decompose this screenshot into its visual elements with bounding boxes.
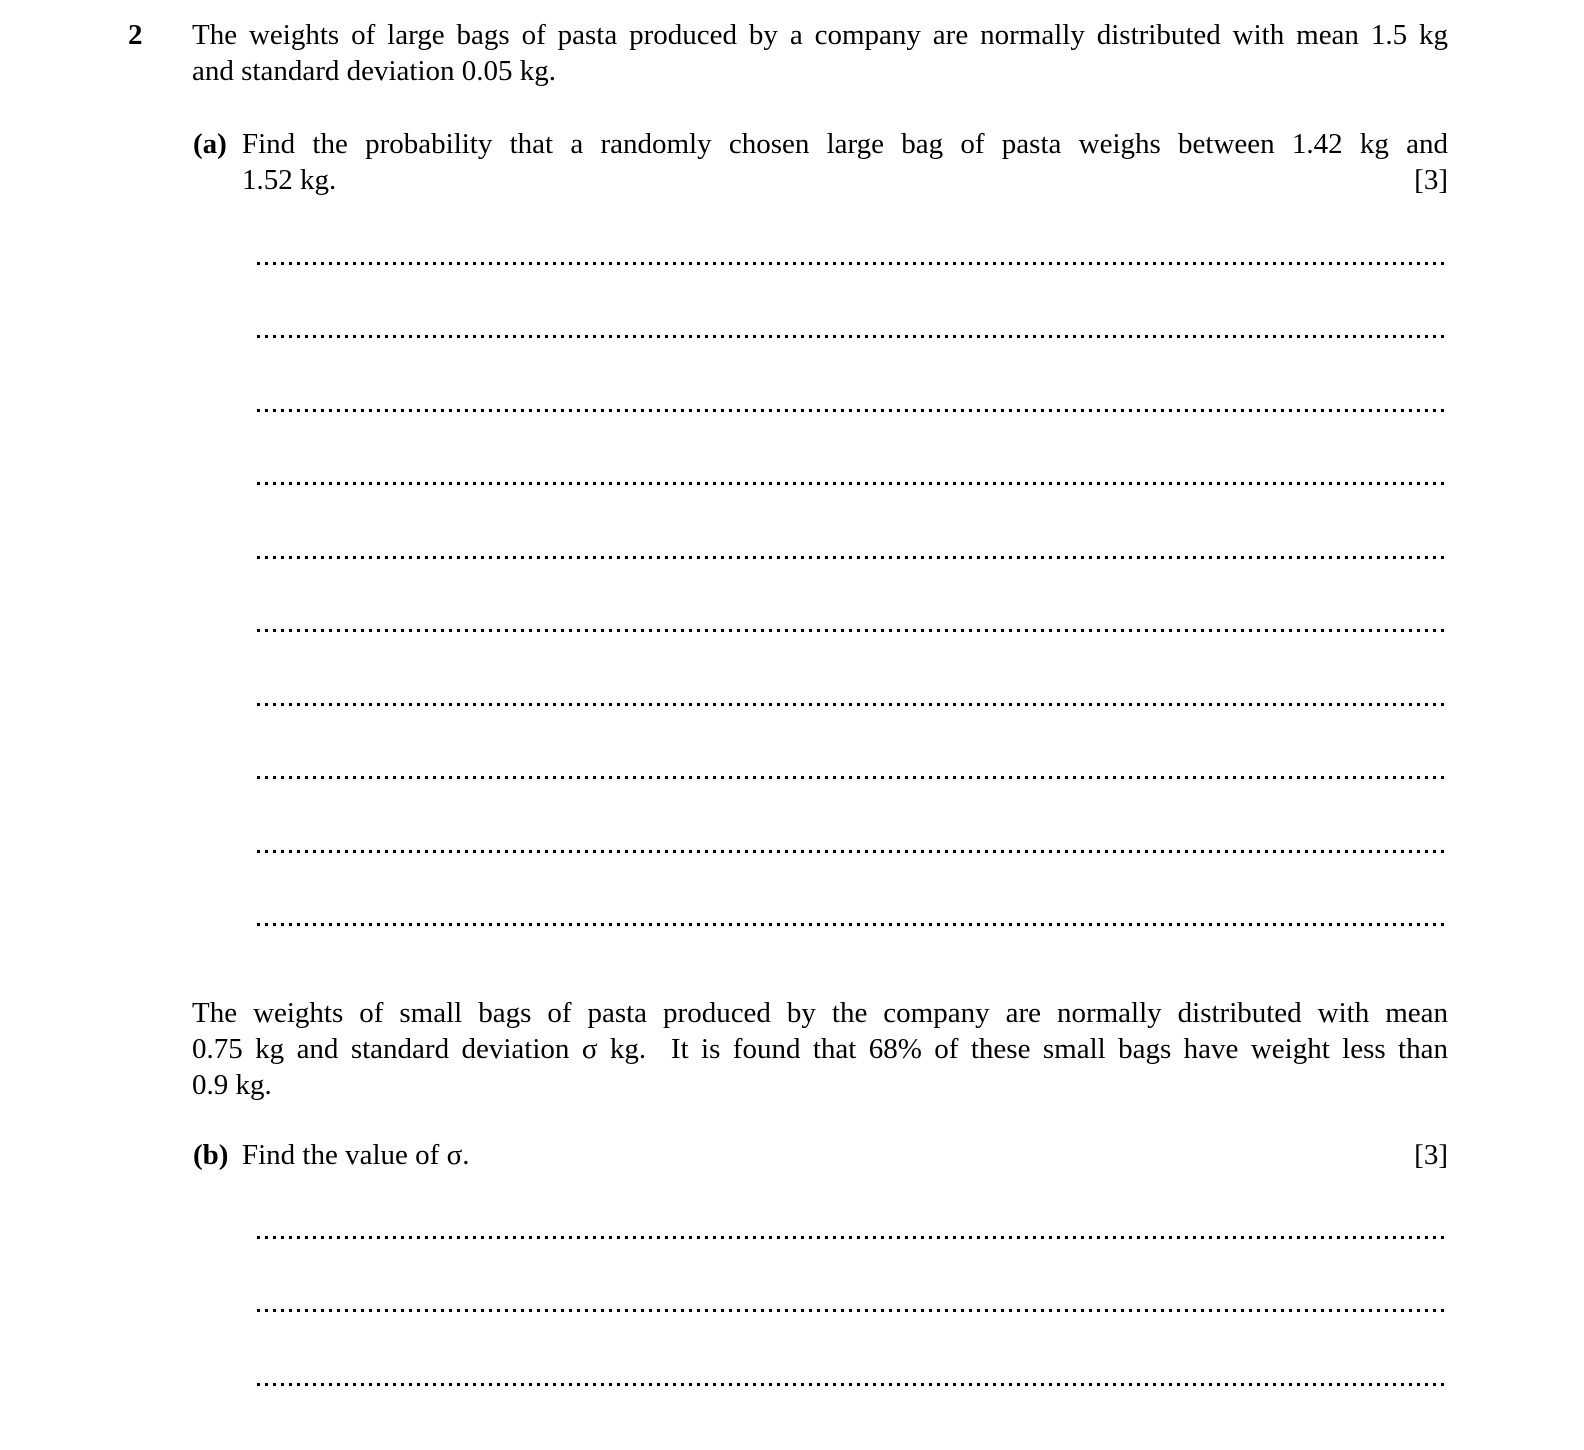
dotted-rule xyxy=(257,923,1447,926)
question-block xyxy=(128,17,1448,89)
part-a-line-2-text: 1.52 kg. xyxy=(242,164,337,196)
answer-dotted-line xyxy=(257,485,1447,559)
answer-dotted-line xyxy=(257,412,1447,486)
part-b-line xyxy=(242,1137,1448,1173)
dotted-rule xyxy=(257,1383,1447,1386)
dotted-rule xyxy=(257,482,1447,485)
question-number: 2 xyxy=(128,19,143,51)
dotted-rule xyxy=(257,776,1447,779)
answer-dotted-line xyxy=(257,632,1447,706)
part-a-line-1: Find the probability that a randomly chosen large bag of pasta weighs between 1.42 kg and xyxy=(242,128,1448,160)
dotted-rule xyxy=(257,556,1447,559)
intro-line-1: The weights of large bags of pasta produced by a company are normally distributed with mean 1.5 kg xyxy=(192,19,1448,51)
answer-dotted-line xyxy=(257,1165,1447,1239)
part-a-marks: [3] xyxy=(1414,164,1448,196)
dotted-rule xyxy=(257,629,1447,632)
answer-dotted-line xyxy=(257,191,1447,265)
answer-dotted-line xyxy=(257,1312,1447,1386)
dotted-rule xyxy=(257,850,1447,853)
answer-dotted-line xyxy=(257,265,1447,339)
part-b-text: Find the value of σ. xyxy=(242,1139,470,1171)
answer-dotted-line xyxy=(257,853,1447,927)
intro-line-2: and standard deviation 0.05 kg. xyxy=(192,55,557,87)
middle-line-3: 0.9 kg. xyxy=(192,1069,272,1101)
question-intro-paragraph xyxy=(192,17,1448,89)
part-b-answer-lines xyxy=(257,1165,1447,1386)
answer-dotted-line xyxy=(257,338,1447,412)
part-a-block xyxy=(193,126,1448,198)
dotted-rule xyxy=(257,262,1447,265)
answer-dotted-line xyxy=(257,1239,1447,1313)
middle-paragraph xyxy=(192,995,1448,1103)
part-a-text xyxy=(242,126,1448,198)
answer-dotted-line xyxy=(257,559,1447,633)
dotted-rule xyxy=(257,1236,1447,1239)
part-a-answer-lines xyxy=(257,191,1447,926)
answer-dotted-line xyxy=(257,779,1447,853)
dotted-rule xyxy=(257,703,1447,706)
middle-line-1: The weights of small bags of pasta produced by the company are normally distributed with mean xyxy=(192,997,1448,1029)
answer-dotted-line xyxy=(257,706,1447,780)
middle-line-2: 0.75 kg and standard deviation σ kg. It is found that 68% of these small bags have weight less than xyxy=(192,1033,1448,1065)
dotted-rule xyxy=(257,335,1447,338)
part-a-line-2 xyxy=(242,162,1448,198)
dotted-rule xyxy=(257,1309,1447,1312)
part-b-block xyxy=(193,1137,1448,1173)
part-b-marks: [3] xyxy=(1414,1139,1448,1171)
part-b-label: (b) xyxy=(193,1139,229,1171)
dotted-rule xyxy=(257,409,1447,412)
part-a-label: (a) xyxy=(193,128,227,160)
